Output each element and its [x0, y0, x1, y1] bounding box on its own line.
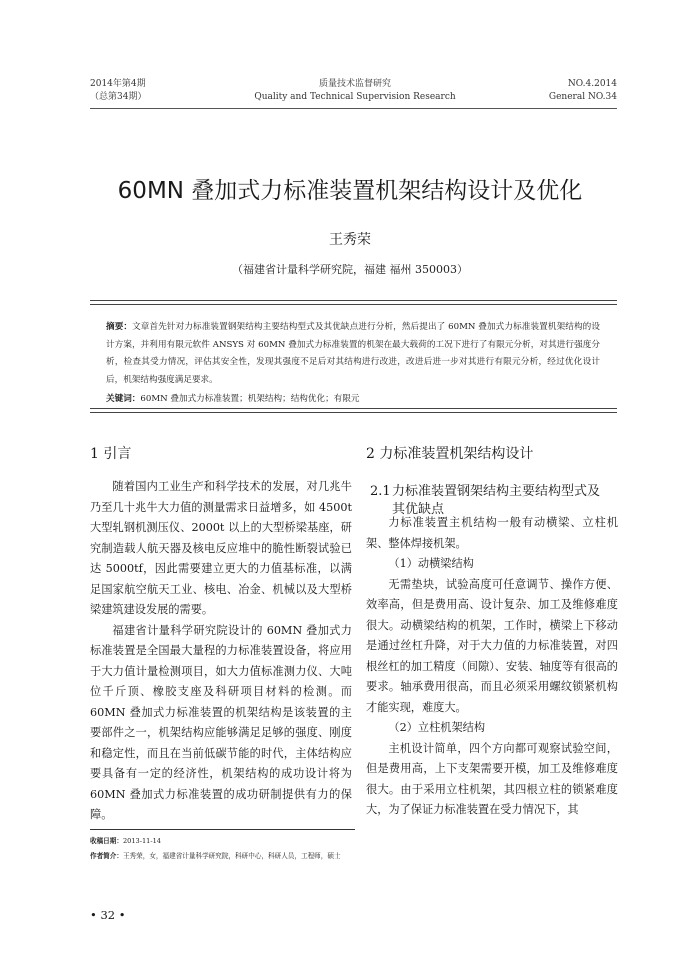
journal-name: [220, 78, 490, 104]
section-2-item-heading: （1）动横梁结构: [388, 557, 474, 570]
section-2-paragraph: 力标准装置主机结构一般有动横梁、立柱机架、整体焊接机架。: [366, 516, 618, 550]
right-column: [366, 513, 618, 821]
author-affiliation: （福建省计量科学研究院，福建 福州 350003）: [232, 263, 468, 276]
journal-name-en: Quality and Technical Supervision Research: [254, 92, 456, 102]
subsection-number: 2.1: [370, 484, 391, 499]
received-date: [90, 835, 410, 847]
journal-number: [480, 78, 617, 104]
abstract-bottom-rule: [90, 408, 617, 413]
section-2-paragraph: 无需垫块，试验高度可任意调节、操作方便、效率高，但是费用高、设计复杂、加工及维修难度很大。动横梁结构的机架，工作时，横梁上下移动是通过丝杠升降，对于大力值的力标准装置，对四根丝杠的加工精度（间隙）、安装、轴度等有很高的要求。轴承费用很高，而且必须采用螺纹锁紧机构才能实现，难度大。: [366, 577, 618, 714]
section-2-paragraph: 主机设计简单，四个方向都可观察试验空间，但是费用高，上下支架需要开模，加工及维修难度很大。由于采用立柱机架，其四根立柱的锁紧难度大，为了保证力标准装置在受力情况下，其: [366, 741, 618, 816]
paper-title: 60MN 叠加式力标准装置机架结构设计及优化: [117, 178, 583, 204]
page-number: • 32 •: [90, 908, 126, 922]
abstract-top-rule: [90, 300, 617, 305]
author-bio: [90, 850, 410, 862]
total-issue-line: （总第34期）: [90, 92, 147, 102]
journal-issue: [90, 78, 210, 104]
author-bio-value: 王秀荣，女，福建省计量科学研究院，科研中心，科研人员，工程师，硕士: [122, 852, 341, 860]
journal-name-cn: 质量技术监督研究: [318, 79, 391, 89]
keywords-label: 关键词：: [106, 394, 141, 404]
section-1-heading: 1 引言: [90, 446, 132, 462]
author-bio-label: 作者简介：: [90, 852, 123, 860]
left-column: [90, 477, 352, 826]
section-1-paragraph: 福建省计量科学研究院设计的 60MN 叠加式力标准装置是全国最大量程的力标准装置设备，将应用于大力值计量检测项目，如大力值标准测力仪、大吨位千斤顶、橡胶支座及科研项目材料的检测。而 60MN 叠加式力标准装置的机架结构是该装置的主要部件之一，机架结构应能够满足足够的强度、刚度和稳定性，而且在当前低碳节能的时代，主体结构应要具备有一定的经济性，机架结构的成功设计将为 60MN 叠加式力标准装置的成功研制提供有力的保障。: [90, 623, 352, 821]
section-2-heading: 2 力标准装置机架结构设计: [366, 446, 534, 462]
subsection-title-line1: 力标准装置钢架结构主要结构型式及: [392, 484, 601, 499]
general-number-line: General NO.34: [548, 92, 617, 102]
subsection-title-line2: 其优缺点: [392, 502, 445, 517]
keywords: [106, 392, 600, 406]
paper-author: 王秀荣: [329, 232, 371, 248]
abstract-text: 文章首先针对力标准装置钢架结构主要结构型式及其优缺点进行分析，然后提出了 60MN 叠加式力标准装置机架结构的设计方案，并利用有限元软件 ANSYS 对 60MN 叠加式力标准装置的机架在最大载荷的工况下进行了有限元分析，对其进行强度分析，检查其受力情况，评估其安全性，发现其强度不足后对其结构进行改进，改进后进一步对其进行有限元分析，经过优化设计后，机架结构强度满足要求。: [106, 322, 600, 385]
received-value: 2013-11-14: [122, 837, 161, 845]
keywords-text: 60MN 叠加式力标准装置；机架结构；结构优化；有限元: [140, 394, 360, 404]
abstract-label: 摘要：: [106, 322, 133, 332]
section-2-item-heading: （2）立柱机架结构: [388, 721, 486, 734]
section-1-paragraph: 随着国内工业生产和科学技术的发展，对几兆牛乃至几十兆牛大力值的测量需求日益增多，如 4500t 大型轧钢机测压仪、2000t 以上的大型桥梁基座，研究制造载人航天器及核电反应堆中的脆性断裂试验已达 5000tf，因此需要建立更大的力值基标准，以满足国家航空航天工业、核电、冶金、机械以及大型桥梁建筑建设发展的需要。: [90, 480, 352, 616]
issue-line: 2014年第4期: [90, 79, 146, 89]
number-line: NO.4.2014: [567, 79, 617, 89]
abstract: [106, 319, 600, 389]
footnote-divider: [90, 829, 355, 830]
received-label: 收稿日期：: [90, 837, 123, 845]
header-divider: [90, 108, 617, 109]
